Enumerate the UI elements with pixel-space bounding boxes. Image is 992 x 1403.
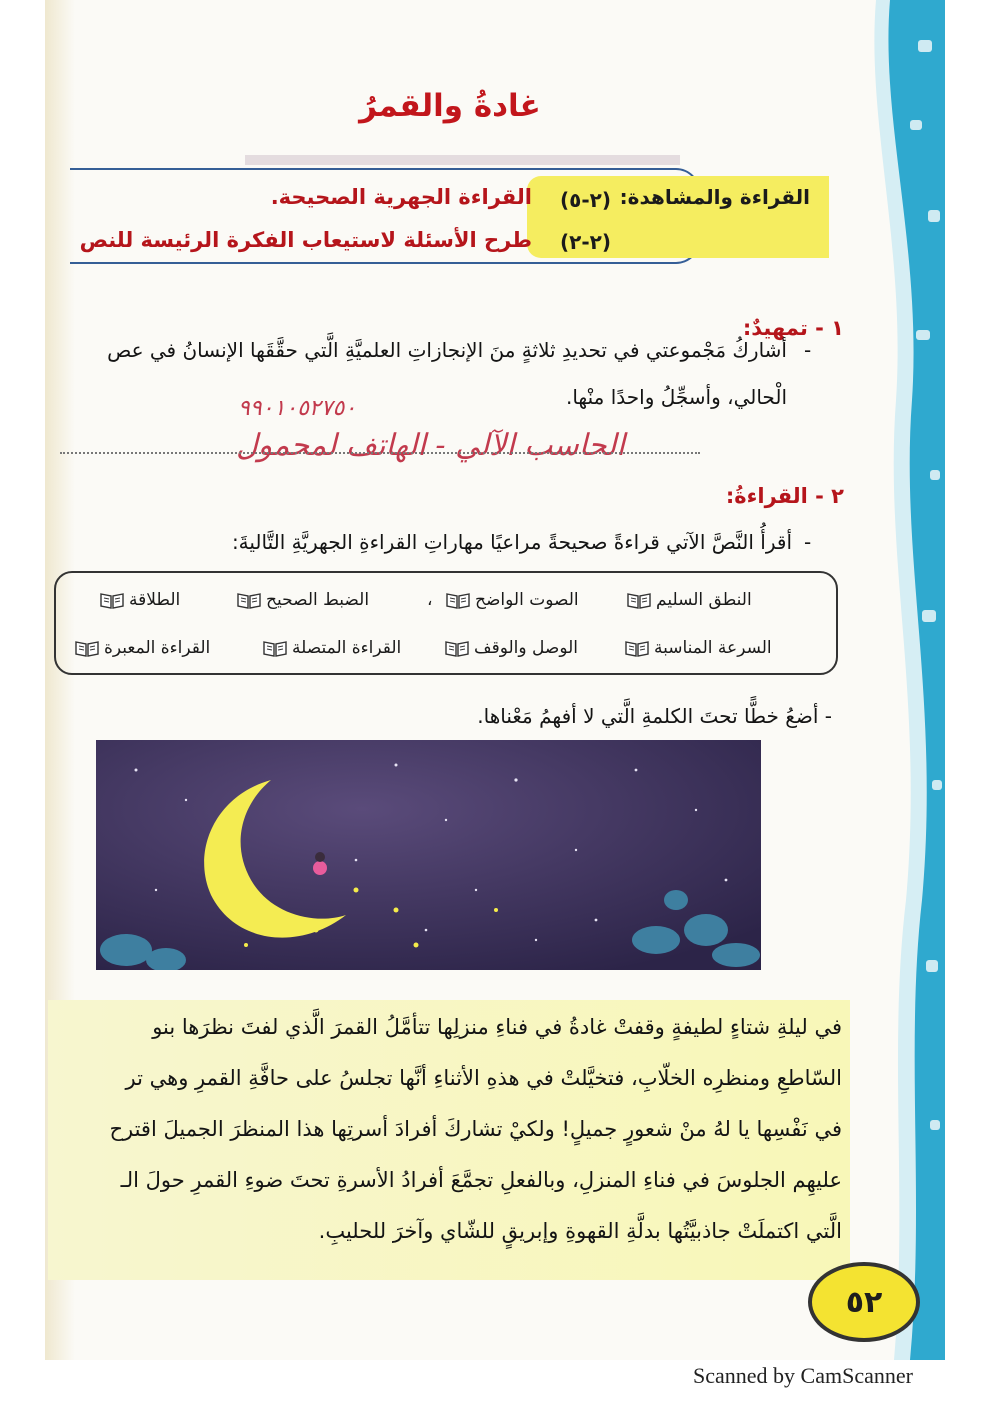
skill-label: الضبط الصحيح bbox=[266, 590, 370, 610]
moon-illustration bbox=[96, 740, 761, 970]
skill-item bbox=[99, 590, 180, 610]
book-icon bbox=[99, 590, 125, 610]
story-line-5: الَّتي اكتملَتْ جاذبيَّتُها بدلَّةِ القهوةِ وإبريقٍ للشّاي وآخرَ للحليبِ. bbox=[318, 1219, 842, 1243]
page-number: ٥٢ bbox=[808, 1262, 920, 1342]
skill-item bbox=[444, 638, 578, 658]
skill-item bbox=[262, 638, 401, 658]
intro-heading: ١ - تمهيدٌ: bbox=[742, 316, 844, 340]
scanner-watermark: Scanned by CamScanner bbox=[693, 1363, 913, 1388]
skill-label: السرعة المناسبة bbox=[654, 638, 772, 658]
book-icon bbox=[74, 638, 100, 658]
skill-label: القراءة المتصلة bbox=[292, 638, 402, 658]
book-icon bbox=[624, 638, 650, 658]
objective-code-1: (٢-٥) bbox=[560, 188, 612, 212]
objectives-heading: القراءة والمشاهدة: bbox=[619, 185, 810, 209]
objective-line-2: طرح الأسئلة لاستيعاب الفكرة الرئيسة للنص bbox=[79, 228, 532, 252]
reading-skills-box bbox=[54, 571, 838, 675]
skill-item bbox=[236, 590, 369, 610]
book-icon bbox=[262, 638, 288, 658]
skill-label: الطلاقة bbox=[129, 590, 181, 610]
lesson-title: غادةُ والقمرُ bbox=[359, 88, 541, 124]
underline-instruction: - أضعُ خطًّا تحتَ الكلمةِ الَّتي لا أفهمُ مَعْناها. bbox=[477, 704, 832, 728]
reading-dash: - bbox=[804, 530, 812, 554]
reading-instruction: أقرأُ النَّصَّ الآتي قراءةً صحيحةً مراعيًا مهاراتِ القراءةِ الجهريَّةِ التَّاليةَ: bbox=[231, 530, 792, 554]
handwritten-answer: الحاسب الآلي - الهاتف لمحمول bbox=[236, 428, 625, 463]
intro-line-2: الْحالي، وأسجِّلُ واحدًا منْها. bbox=[565, 385, 787, 409]
skill-label: النطق السليم bbox=[656, 590, 752, 610]
intro-line-1: أشاركُ مَجْموعتي في تحديدِ ثلاثةٍ منَ الإنجازاتِ العلميَّةِ الَّتي حقَّقَها الإنسانُ في عص bbox=[107, 338, 787, 362]
book-icon bbox=[626, 590, 652, 610]
story-line-2: السّاطعِ ومنظرِه الخلّابِ، فتخيَّلتْ في هذهِ الأثناءِ أنَّها تجلسُ على حافَّةِ القمرِ وهي تر bbox=[125, 1066, 842, 1090]
intro-dash: - bbox=[804, 338, 812, 362]
objective-line-1: القراءة الجهرية الصحيحة. bbox=[270, 185, 532, 209]
story-line-1: في ليلةِ شتاءٍ لطيفةٍ وقفتْ غادةُ في فناءِ منزلِها تتأمَّلُ القمرَ الَّذي لفتَ نظرَها بنو bbox=[152, 1015, 842, 1039]
skill-item bbox=[74, 638, 210, 658]
story-line-4: عليهِم الجلوسَ في فناءِ المنزلِ، وبالفعلِ تجمَّعَ أفرادُ الأسرةِ تحتَ ضوءِ القمرِ حولَ الـ bbox=[120, 1168, 842, 1192]
answer-dotted-line bbox=[60, 452, 700, 454]
book-icon bbox=[445, 590, 471, 610]
handwritten-number: ٩٩٠١٠٥٢٧٥٠ bbox=[238, 396, 357, 421]
skill-label: الصوت الواضح bbox=[475, 590, 579, 610]
title-underline-bar bbox=[245, 155, 680, 165]
skill-item bbox=[626, 590, 752, 610]
reading-heading: ٢ - القراءةُ: bbox=[725, 484, 844, 508]
skill-separator: ، bbox=[427, 590, 433, 610]
skill-label: الوصل والوقف bbox=[474, 638, 579, 658]
story-line-3: في نَفْسِها يا لهُ منْ شعورٍ جميلٍ! ولكيْ تشاركَ أفرادَ أسرتِها هذا المنظرَ الجميلَ اقترح bbox=[109, 1117, 842, 1141]
skill-item bbox=[624, 638, 772, 658]
book-icon bbox=[444, 638, 470, 658]
decorative-ribbon bbox=[848, 0, 945, 1360]
skill-item bbox=[445, 590, 579, 610]
book-icon bbox=[236, 590, 262, 610]
objective-code-2: (٢-٢) bbox=[560, 230, 612, 254]
skill-label: القراءة المعبرة bbox=[104, 638, 211, 658]
